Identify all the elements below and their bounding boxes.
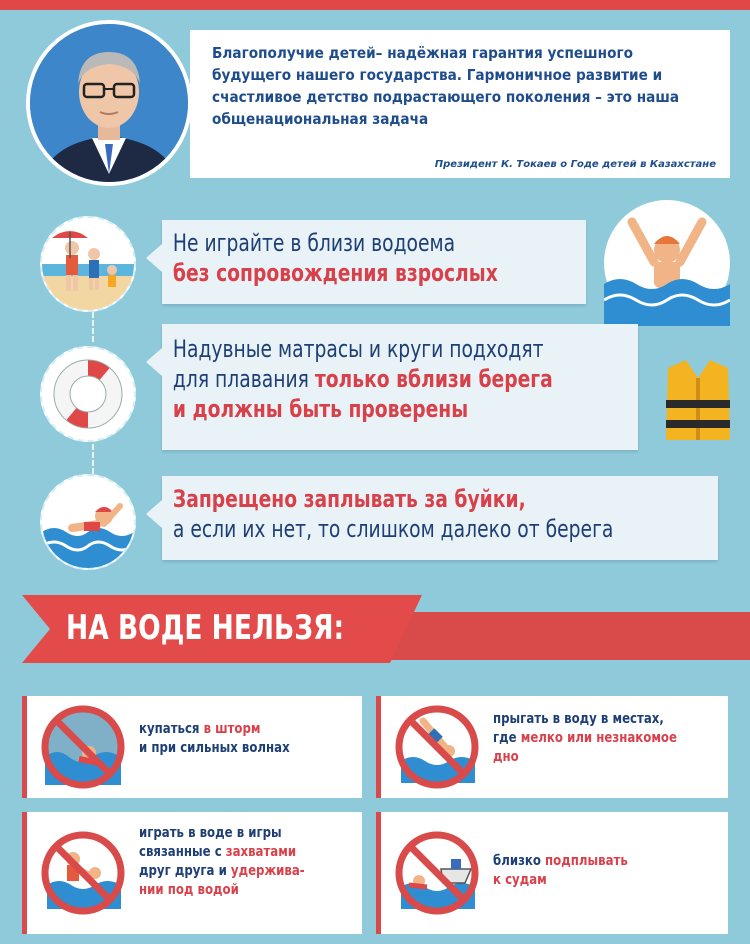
quote-line: счастливое детство подрастающего поколения – это наша — [212, 88, 680, 106]
banner-title: НА ВОДЕ НЕЛЬЗЯ: — [66, 608, 345, 648]
quote-line: Благополучие детей– надёжная гарантия успешного — [212, 44, 633, 62]
quote-line: будущего нашего государства. Гармоничное развитие и — [212, 66, 663, 84]
ban-line: прыгать в воду в местах, — [493, 711, 664, 727]
dashed-connector — [92, 312, 94, 342]
ban-line: играть в воде в игры — [139, 825, 282, 841]
ban-line: и при сильных волнах — [139, 740, 290, 756]
rule-line-highlight: и должны быть проверены — [172, 395, 469, 423]
quote-line: общенациональная задача — [212, 110, 429, 128]
ban-line-highlight: дно — [493, 749, 519, 765]
rule-line-highlight: Запрещено заплывать за буйки, — [172, 485, 526, 513]
rule-line: для плавания — [172, 365, 315, 393]
president-portrait — [26, 20, 192, 186]
ban-line: купаться — [139, 721, 204, 737]
rule-card-buoys — [162, 476, 718, 560]
rule-card-inflatables — [162, 324, 638, 450]
ban-line-highlight: захватами — [225, 844, 297, 860]
life-ring-icon — [40, 346, 136, 442]
quote-text — [212, 42, 705, 130]
ban-card-storm — [22, 696, 362, 798]
ban-card-diving — [376, 696, 728, 798]
ban-line-highlight: мелко или незнакомое — [520, 730, 677, 746]
drowning-child-icon — [604, 200, 730, 326]
ban-line: связанные с — [139, 844, 226, 860]
ban-line-highlight: подплывать — [545, 853, 628, 869]
ban-line-highlight: нии под водой — [139, 882, 239, 898]
no-swim-storm-icon — [39, 703, 127, 791]
no-grabbing-games-icon — [39, 829, 127, 917]
swimmer-icon — [40, 474, 136, 570]
rule-line-highlight: только вблизи берега — [314, 365, 553, 393]
rule-line: а если их нет, то слишком далеко от берега — [172, 515, 614, 543]
ban-card-near-ships — [376, 812, 728, 934]
beach-family-icon — [40, 216, 136, 312]
ban-line: где — [493, 730, 521, 746]
ban-line-highlight: в шторм — [203, 721, 261, 737]
top-red-bar — [0, 0, 750, 10]
quote-box — [190, 30, 730, 178]
no-diving-icon — [393, 703, 481, 791]
rule-card-no-play-near-water — [162, 220, 586, 304]
dashed-connector — [92, 444, 94, 474]
rule-line-highlight: без сопровождения взрослых — [172, 259, 498, 287]
no-swim-near-ships-icon — [393, 829, 481, 917]
quote-attribution: Президент К. Токаев о Годе детей в Казахстане — [434, 159, 716, 170]
rule-line: Надувные матрасы и круги подходят — [172, 335, 544, 363]
ban-line-highlight: удержива- — [230, 863, 305, 879]
ban-line-highlight: к судам — [493, 872, 547, 888]
ban-line: друг друга и — [139, 863, 231, 879]
life-vest-icon — [660, 356, 736, 444]
ban-card-grab-games — [22, 812, 362, 934]
ban-line: близко — [493, 853, 546, 869]
rule-line: Не играйте в близи водоема — [172, 229, 456, 257]
